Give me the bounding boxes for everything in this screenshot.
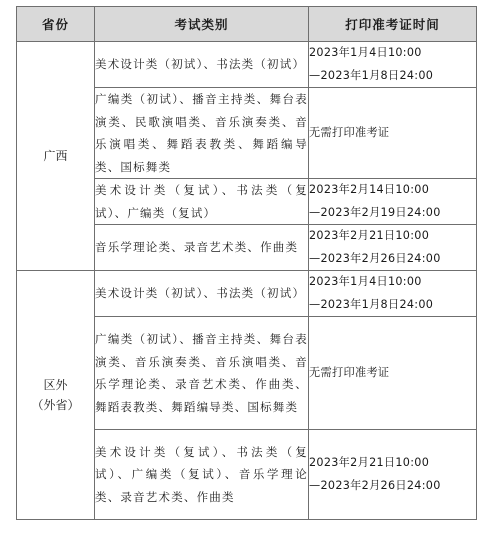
print-time-cell [309, 88, 477, 179]
category-cell: 广编类（初试）、播音主持类、舞台表演类、民歌演唱类、音乐演奏类、音乐演唱类、舞蹈表教类、舞蹈编导类、国标舞类 [95, 88, 309, 179]
category-cell: 广编类（初试）、播音主持类、舞台表演类、音乐演奏类、音乐演唱类、音乐学理论类、录音艺术类、作曲类、舞蹈表教类、舞蹈编导类、国标舞类 [95, 317, 309, 430]
print-time-end: —2023年2月26日24:00 [309, 251, 441, 265]
print-time-start: 2023年2月14日10:00 [309, 183, 430, 196]
province-label: 广西 [43, 149, 68, 163]
category-cell: 美术设计类（复试）、书法类（复试）、广编类（复试）、音乐学理论类、录音艺术类、作曲类 [95, 430, 309, 520]
category-cell: 美术设计类（复试）、书法类（复试）、广编类（复试） [95, 179, 309, 225]
province-label: 区外 [43, 378, 68, 392]
category-cell: 音乐学理论类、录音艺术类、作曲类 [95, 225, 309, 271]
print-time-note: 无需打印准考证 [309, 365, 390, 379]
print-time-note: 无需打印准考证 [309, 125, 390, 139]
print-time-end: —2023年2月19日24:00 [309, 205, 441, 219]
print-time-start: 2023年2月21日10:00 [309, 456, 430, 469]
print-time-start: 2023年2月21日10:00 [309, 229, 430, 242]
province-label-sub: （外省） [31, 398, 80, 412]
exam-schedule-table [16, 6, 477, 520]
print-time-cell [309, 179, 477, 225]
table-row [17, 271, 477, 317]
header-province: 省份 [17, 7, 95, 42]
print-time-end: —2023年1月8日24:00 [309, 297, 434, 311]
print-time-cell [309, 225, 477, 271]
header-category: 考试类别 [95, 7, 309, 42]
table-row [17, 42, 477, 88]
print-time-cell [309, 271, 477, 317]
print-time-cell [309, 317, 477, 430]
province-cell-guangxi [17, 42, 95, 271]
category-cell: 美术设计类（初试）、书法类（初试） [95, 271, 309, 317]
print-time-end: —2023年1月8日24:00 [309, 68, 434, 82]
province-cell-outside [17, 271, 95, 520]
print-time-end: —2023年2月26日24:00 [309, 478, 441, 492]
print-time-start: 2023年1月4日10:00 [309, 46, 422, 59]
print-time-cell [309, 42, 477, 88]
header-print-time: 打印准考证时间 [309, 7, 477, 42]
print-time-cell [309, 430, 477, 520]
category-cell: 美术设计类（初试）、书法类（初试） [95, 42, 309, 88]
print-time-start: 2023年1月4日10:00 [309, 275, 422, 288]
header-row [17, 7, 477, 42]
